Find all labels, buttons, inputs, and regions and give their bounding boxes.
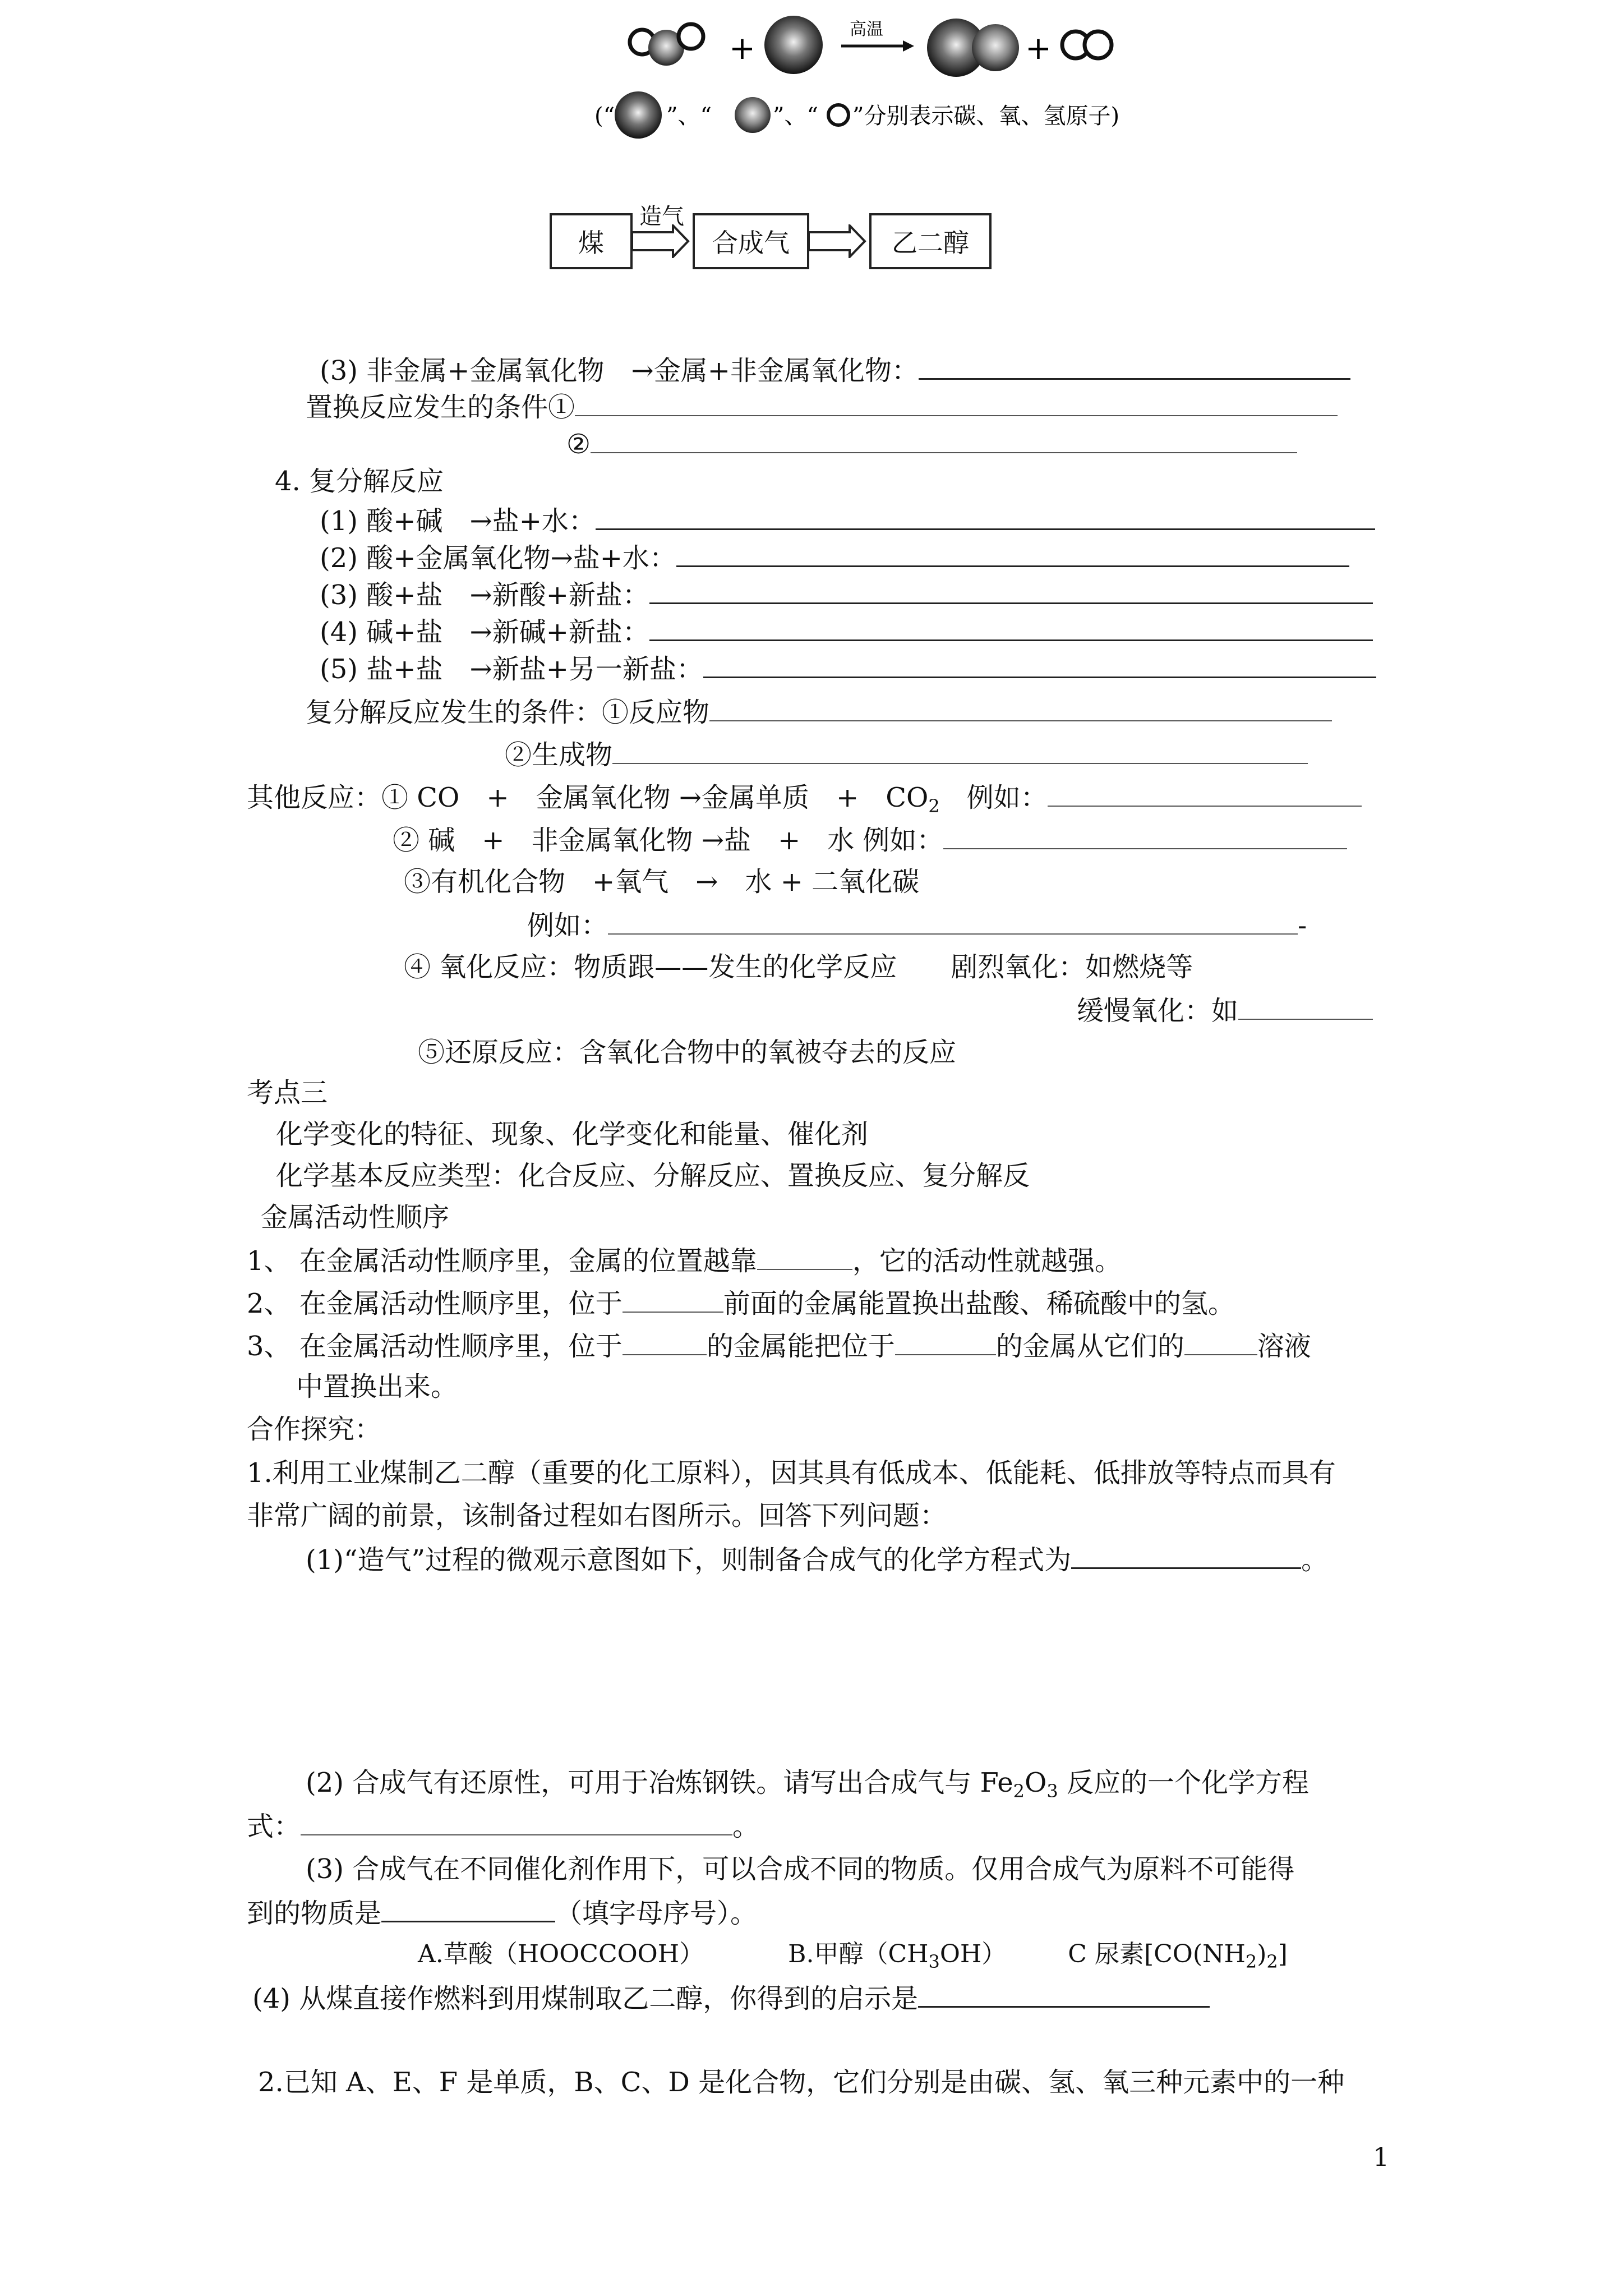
coop-q3-line2	[247, 1894, 757, 1931]
answer-blank[interactable]	[1184, 1327, 1257, 1355]
double-item-text: (1) 酸+碱 →盐+水：	[320, 505, 596, 537]
coop-q3-text-2: （填字母序号）。	[555, 1898, 758, 1929]
water-molecule-icon	[630, 24, 703, 66]
double-arrow-icon	[808, 224, 866, 258]
option-b: B.甲醇（CH	[788, 1940, 929, 1968]
other-r1-post: 例如：	[939, 782, 1048, 813]
double-item-1	[320, 501, 1375, 539]
hydrogen-molecule-icon	[1062, 31, 1112, 58]
legend-sep-1: ”、“	[666, 103, 712, 129]
coop-para1-line2: 非常广阔的前景，该制备过程如右图所示。回答下列问题：	[247, 1500, 947, 1531]
other-reaction-3-example	[527, 907, 1307, 944]
atom-legend	[594, 91, 1119, 139]
plus-sign: +	[1025, 30, 1052, 67]
double-item-5	[320, 650, 1376, 687]
option-c-end: ]	[1278, 1940, 1288, 1968]
q3-text-3: 的金属从它们的	[995, 1331, 1184, 1362]
arrow-condition: 高温	[850, 20, 883, 39]
legend-open: (“	[594, 103, 615, 129]
q3-text: 3、 在金属活动性顺序里，位于	[247, 1331, 623, 1362]
carbon-monoxide-molecule-icon	[927, 19, 1019, 77]
other-reaction-2	[393, 821, 1347, 858]
metal-activity-q3	[247, 1327, 1311, 1364]
example-label: 例如：	[527, 910, 608, 941]
double-condition-2	[505, 736, 1308, 773]
answer-blank[interactable]	[709, 693, 1332, 721]
double-item-4	[320, 613, 1373, 650]
answer-blank[interactable]	[676, 539, 1349, 567]
flow-box-syngas: 合成气	[693, 213, 809, 269]
slow-oxidation	[1077, 992, 1373, 1029]
answer-blank[interactable]	[1071, 1540, 1301, 1569]
subscript: 2	[1013, 1780, 1025, 1802]
coop-q3-options	[418, 1936, 1288, 1980]
answer-blank[interactable]	[381, 1894, 555, 1922]
coop-q3-line1: (3) 合成气在不同催化剂作用下，可以合成不同的物质。仅用合成气为原料不可能得	[306, 1853, 1295, 1885]
subscript: 2	[1266, 1951, 1278, 1972]
option-c-mid: )	[1257, 1940, 1267, 1968]
carbon-legend-icon	[615, 91, 662, 139]
oxygen-legend-icon	[735, 97, 771, 133]
kaodian3-line2: 化学基本反应类型：化合反应、分解反应、置换反应、复分解反	[276, 1160, 1030, 1191]
double-item-text: (3) 酸+盐 →新酸+新盐：	[320, 579, 649, 611]
answer-blank[interactable]	[1048, 779, 1362, 807]
answer-blank[interactable]	[943, 821, 1347, 849]
double-item-text: (5) 盐+盐 →新盐+另一新盐：	[320, 654, 703, 685]
legend-tail: ”分别表示碳、氧、氢原子)	[852, 103, 1120, 129]
metal-activity-q2	[247, 1285, 1235, 1322]
answer-blank[interactable]	[623, 1285, 723, 1313]
flow-box-coal: 煤	[550, 213, 633, 269]
coop-q4	[252, 1979, 1210, 2017]
double-item-text: (2) 酸+金属氧化物→盐+水：	[320, 542, 676, 574]
coop-q4-text: (4) 从煤直接作燃料到用煤制取乙二醇，你得到的启示是	[252, 1983, 919, 2014]
answer-blank[interactable]	[608, 907, 1298, 935]
section3-item3	[320, 351, 1350, 389]
answer-blank[interactable]	[649, 576, 1373, 604]
option-b-end: OH）	[939, 1940, 1007, 1968]
other-r1-text: ① CO + 金属氧化物 →金属单质 + CO	[381, 782, 929, 813]
answer-blank[interactable]	[301, 1807, 732, 1835]
answer-blank[interactable]	[591, 425, 1297, 453]
page-number: 1	[1373, 2142, 1390, 2172]
flow-arrow-label: 造气	[639, 204, 684, 229]
reaction-arrow-icon	[841, 40, 914, 52]
other-r2-text: ② 碱 + 非金属氧化物 →盐 + 水 例如：	[393, 825, 944, 856]
coop-q2-text: (2) 合成气有还原性，可用于冶炼钢铁。请写出合成气与 Fe	[306, 1767, 1013, 1798]
q3-text-4: 溶液	[1257, 1331, 1311, 1362]
subscript: 3	[928, 1951, 940, 1972]
double-decomposition-heading: 4. 复分解反应	[275, 466, 444, 497]
q3-text-2: 的金属能把位于	[706, 1331, 895, 1362]
trailing-dash: -	[1298, 910, 1307, 941]
coop-q2-text-2: 反应的一个化学方程	[1058, 1767, 1309, 1798]
kaodian3-line3: 金属活动性顺序	[261, 1202, 450, 1233]
reaction-molecule-diagram	[594, 0, 1155, 168]
answer-blank[interactable]	[918, 1979, 1210, 2008]
carbon-atom-icon	[764, 16, 823, 74]
flow-box-glycol: 乙二醇	[869, 213, 992, 269]
coal-to-glycol-flowchart	[538, 202, 1032, 275]
displacement-condition-2	[566, 425, 1297, 462]
answer-blank[interactable]	[757, 1242, 852, 1270]
period: 。	[732, 1811, 760, 1842]
subscript: 3	[1046, 1780, 1058, 1802]
coop-q2-formula: O	[1024, 1767, 1047, 1798]
plus-sign: +	[729, 30, 755, 67]
cooperative-title: 合作探究：	[247, 1414, 382, 1445]
answer-blank[interactable]	[1238, 992, 1373, 1020]
q1-text-end: ，它的活动性就越强。	[852, 1245, 1122, 1277]
coop-q2-line1	[306, 1765, 1309, 1809]
coop-q1-text: (1)“造气”过程的微观示意图如下，则制备合成气的化学方程式为	[306, 1544, 1072, 1576]
double-condition-label: 复分解反应发生的条件：①反应物	[306, 697, 710, 728]
period: 。	[1301, 1544, 1329, 1576]
legend-sep-2: ”、“	[773, 103, 818, 129]
other-reaction-4: ④ 氧化反应：物质跟——发生的化学反应 剧烈氧化：如燃烧等	[404, 951, 1193, 983]
q2-text-end: 前面的金属能置换出盐酸、稀硫酸中的氢。	[723, 1288, 1235, 1319]
option-a: A.草酸（HOOCCOOH）	[418, 1940, 704, 1968]
other-reaction-3: ③有机化合物 +氧气 → 水 + 二氧化碳	[404, 866, 920, 898]
displacement-condition-label: 置换反应发生的条件①	[306, 392, 575, 423]
answer-blank[interactable]	[623, 1327, 707, 1355]
coop-q2-text-3: 式：	[247, 1811, 301, 1842]
coop-q2-line2	[247, 1807, 759, 1844]
other-reactions-label: 其他反应：	[247, 782, 382, 813]
metal-activity-q1	[247, 1242, 1122, 1279]
other-r1-subscript: 2	[928, 795, 940, 817]
other-reaction-1	[247, 779, 1362, 824]
kaodian3-line1: 化学变化的特征、现象、化学变化和能量、催化剂	[276, 1119, 869, 1150]
slow-oxidation-label: 缓慢氧化：如	[1077, 995, 1239, 1027]
coop-q1	[306, 1540, 1328, 1578]
coop-para1-line1: 1.利用工业煤制乙二醇（重要的化工原料），因其具有低成本、低能耗、低排放等特点而具有	[247, 1457, 1336, 1489]
double-condition-1	[306, 693, 1332, 730]
double-arrow-icon	[631, 224, 690, 258]
answer-blank[interactable]	[612, 736, 1308, 764]
hydrogen-legend-icon	[828, 105, 849, 125]
metal-activity-q3-cont: 中置换出来。	[296, 1371, 458, 1402]
double-item-2	[320, 539, 1349, 576]
subscript: 2	[1245, 1951, 1257, 1972]
coop-para2: 2.已知 A、E、F 是单质，B、C、D 是化合物，它们分别是由碳、氢、氧三种元素中的一种	[258, 2067, 1345, 2098]
answer-blank[interactable]	[895, 1327, 996, 1355]
double-item-text: (4) 碱+盐 →新碱+新盐：	[320, 616, 649, 648]
option-c: C 尿素[CO(NH	[1068, 1940, 1246, 1968]
answer-blank[interactable]	[919, 351, 1350, 380]
q2-text: 2、 在金属活动性顺序里，位于	[247, 1288, 623, 1319]
kaodian3-title: 考点三	[247, 1077, 328, 1108]
displacement-condition-1	[306, 388, 1338, 425]
answer-blank[interactable]	[703, 650, 1376, 678]
answer-blank[interactable]	[649, 613, 1373, 641]
answer-blank[interactable]	[596, 501, 1375, 530]
other-reaction-5: ⑤还原反应：含氧化合物中的氧被夺去的反应	[418, 1037, 957, 1068]
double-item-3	[320, 576, 1373, 613]
displacement-condition-2-label: ②	[566, 429, 591, 460]
coop-q3-text: 到的物质是	[247, 1898, 382, 1929]
double-condition-2-label: ②生成物	[505, 739, 613, 771]
section3-item3-text: (3) 非金属+金属氧化物 →金属+非金属氧化物：	[320, 355, 919, 386]
answer-blank[interactable]	[575, 388, 1338, 416]
q1-text: 1、 在金属活动性顺序里，金属的位置越靠	[247, 1245, 757, 1277]
